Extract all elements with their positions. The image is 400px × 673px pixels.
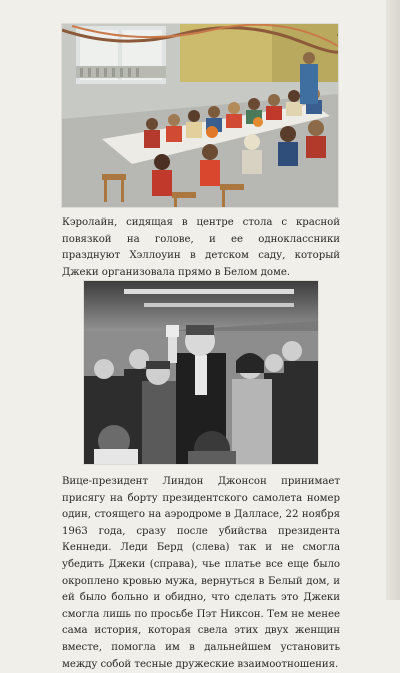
page-edge (386, 0, 400, 600)
halloween-kindergarten-photo (62, 24, 338, 207)
photo-caption-halloween: Кэролайн, сидящая в центре стола с красной повязкой на голове, и ее одноклассники празднуют Хэллоуин в детском саду, который Джеки организовала прямо в Белом доме. (62, 217, 340, 278)
photo-caption-swearing-in: Вице-президент Линдон Джонсон принимает присягу на борту президентского самолета номер один, стоящего на аэродроме в Далласе, 22 ноября 1963 года, сразу после убийства президента Кеннеди. Леди Берд (слева) так и не смогла убедить Джеки (справа), чье платье все еще было окроплено кровью мужа, вернуться в Белый дом, и ей было больно и обидно, что сделать это Джеки смогла лишь по просьбе Пэт Никсон. Тем не менее сама история, которая свела этих двух женщин вместе, помогла им в дальнейшем установить между собой тесные дружеские взаимоотношения. (62, 476, 340, 670)
swearing-in-photo (84, 281, 318, 464)
